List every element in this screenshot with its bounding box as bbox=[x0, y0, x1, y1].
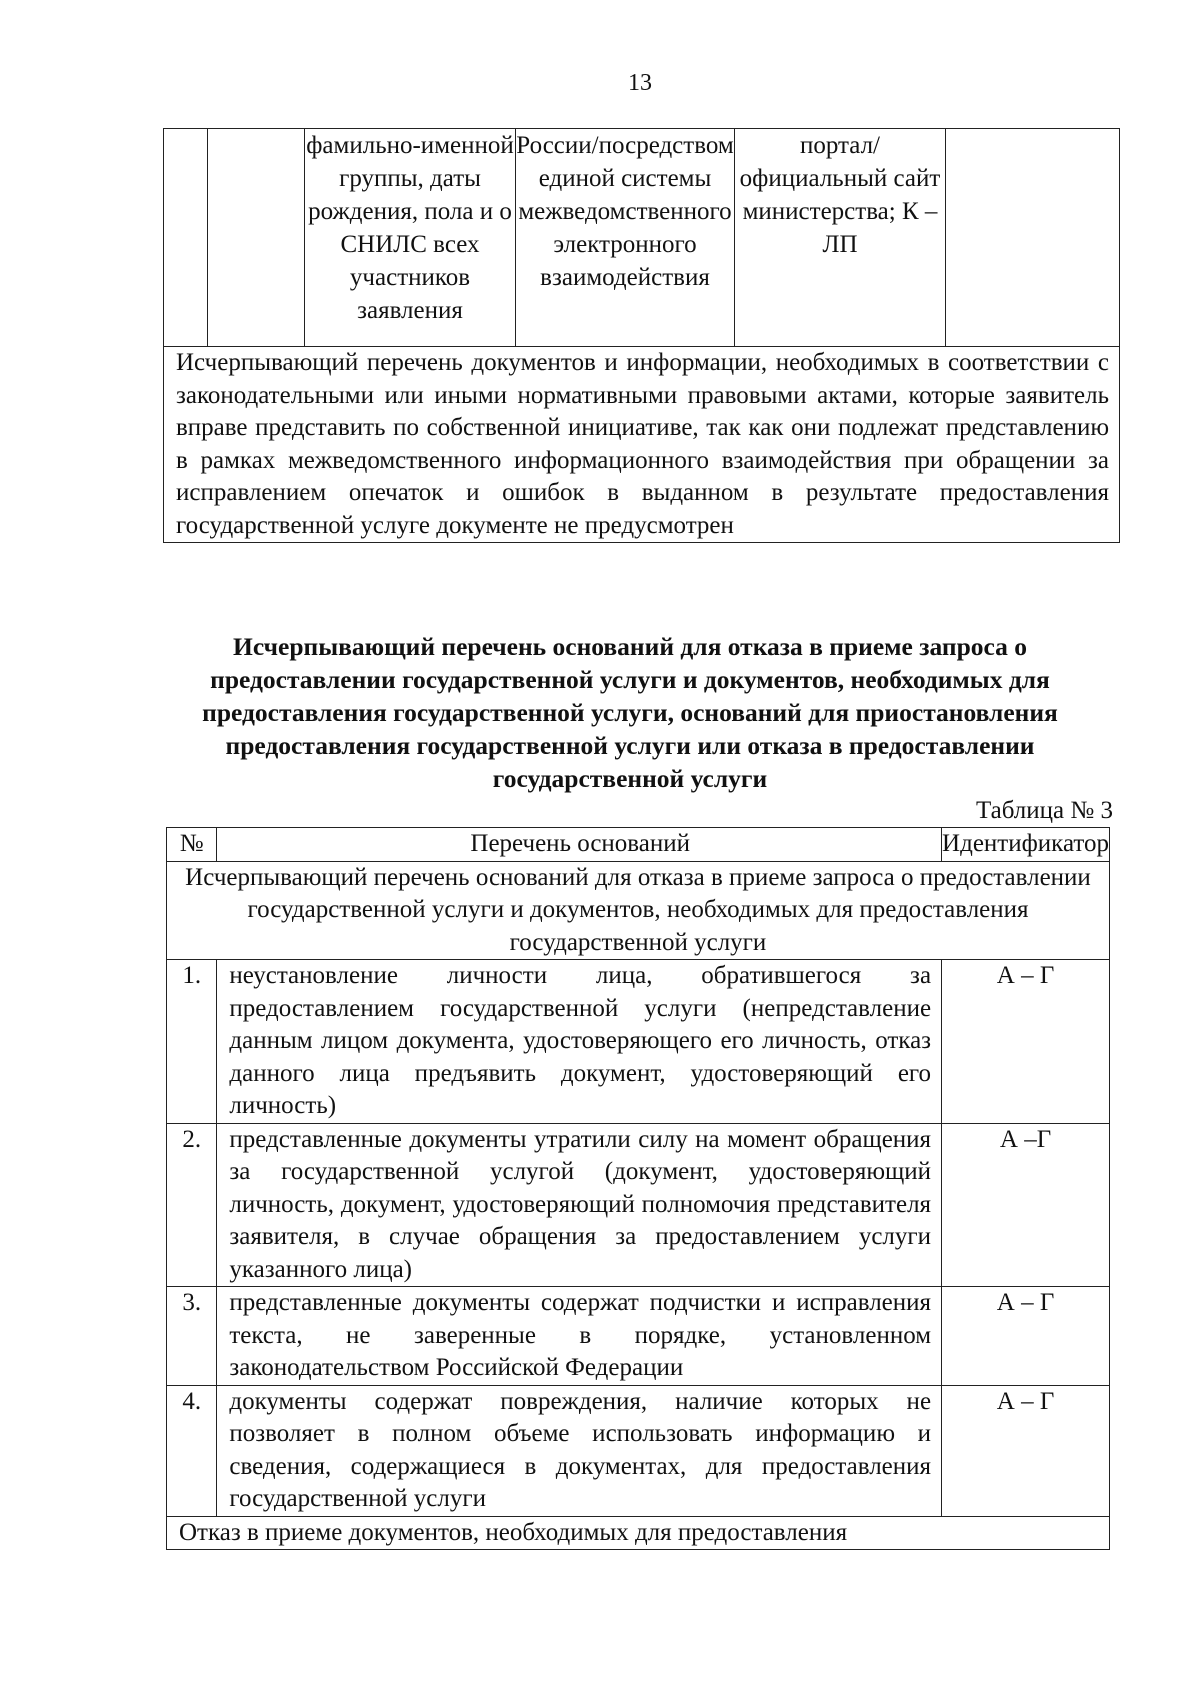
table-label: Таблица № 3 bbox=[975, 797, 1113, 824]
row-identifier: А – Г bbox=[942, 1287, 1110, 1386]
row-num: 1. bbox=[167, 960, 217, 1124]
row-num: 2. bbox=[167, 1123, 217, 1287]
section-row: Отказ в приеме документов, необходимых для предоставления bbox=[167, 1516, 1110, 1550]
table-header-row bbox=[167, 828, 1110, 862]
table-row bbox=[167, 861, 1110, 960]
table-note: Исчерпывающий перечень документов и информации, необходимых в соответствии с законодательными или иными нормативными правовыми актами, которые заявитель вправе представить по собственной инициативе, так как они подлежат представлению в рамках межведомственного информационного взаимодействия при обращении за исправлением опечаток и ошибок в выданном в результате предоставления государственной услуге документе не предусмотрен bbox=[164, 347, 1120, 543]
table-cell bbox=[208, 129, 305, 347]
row-text: представленные документы утратили силу на момент обращения за государственной услугой (документ, удостоверяющий личность, документ, удостоверяющий полномочия представителя заявителя, в случае обращения за предоставлением услуги указанного лица) bbox=[217, 1123, 942, 1287]
row-num: 4. bbox=[167, 1385, 217, 1516]
row-text: представленные документы содержат подчистки и исправления текста, не заверенные в порядке, установленном законодательством Российской Федерации bbox=[217, 1287, 942, 1386]
header-identifier: Идентификатор bbox=[942, 828, 1110, 862]
table-cell bbox=[164, 129, 208, 347]
row-text: документы содержат повреждения, наличие которых не позволяет в полном объеме использовать информацию и сведения, содержащиеся в документах, для предоставления государственной услуги bbox=[217, 1385, 942, 1516]
table-3 bbox=[166, 827, 1110, 1550]
page-number: 13 bbox=[628, 70, 652, 96]
section-row: Исчерпывающий перечень оснований для отказа в приеме запроса о предоставлении государственной услуги и документов, необходимых для предоставления государственной услуги bbox=[167, 861, 1110, 960]
table-row bbox=[167, 1123, 1110, 1287]
table-cell bbox=[946, 129, 1120, 347]
table-row bbox=[167, 1385, 1110, 1516]
table-row bbox=[167, 1516, 1110, 1550]
section-heading: Исчерпывающий перечень оснований для отказа в приеме запроса о предоставлении государственной услуги и документов, необходимых для предоставления государственной услуги, оснований для приостановления предоставления государственной услуги или отказа в предоставлении государственной услуги bbox=[202, 632, 1058, 793]
row-identifier: А – Г bbox=[942, 1385, 1110, 1516]
row-text: неустановление личности лица, обратившегося за предоставлением государственной услуги (непредставление данным лицом документа, удостоверяющего его личность, отказ данного лица предъявить документ, удостоверяющий его личность) bbox=[217, 960, 942, 1124]
table-cell: России/посредством единой системы межведомственного электронного взаимодействия bbox=[516, 129, 735, 347]
table-row bbox=[167, 960, 1110, 1124]
table-row bbox=[164, 129, 1120, 347]
table-top bbox=[163, 128, 1120, 543]
table-row bbox=[167, 1287, 1110, 1386]
table-cell: портал/официальный сайт министерства; К – ЛП bbox=[735, 129, 946, 347]
header-num: № bbox=[167, 828, 217, 862]
header-list: Перечень оснований bbox=[217, 828, 942, 862]
row-identifier: А –Г bbox=[942, 1123, 1110, 1287]
table-cell: фамильно-именной группы, даты рождения, пола и о СНИЛС всех участников заявления bbox=[305, 129, 516, 347]
table-row bbox=[164, 347, 1120, 543]
row-identifier: А – Г bbox=[942, 960, 1110, 1124]
row-num: 3. bbox=[167, 1287, 217, 1386]
